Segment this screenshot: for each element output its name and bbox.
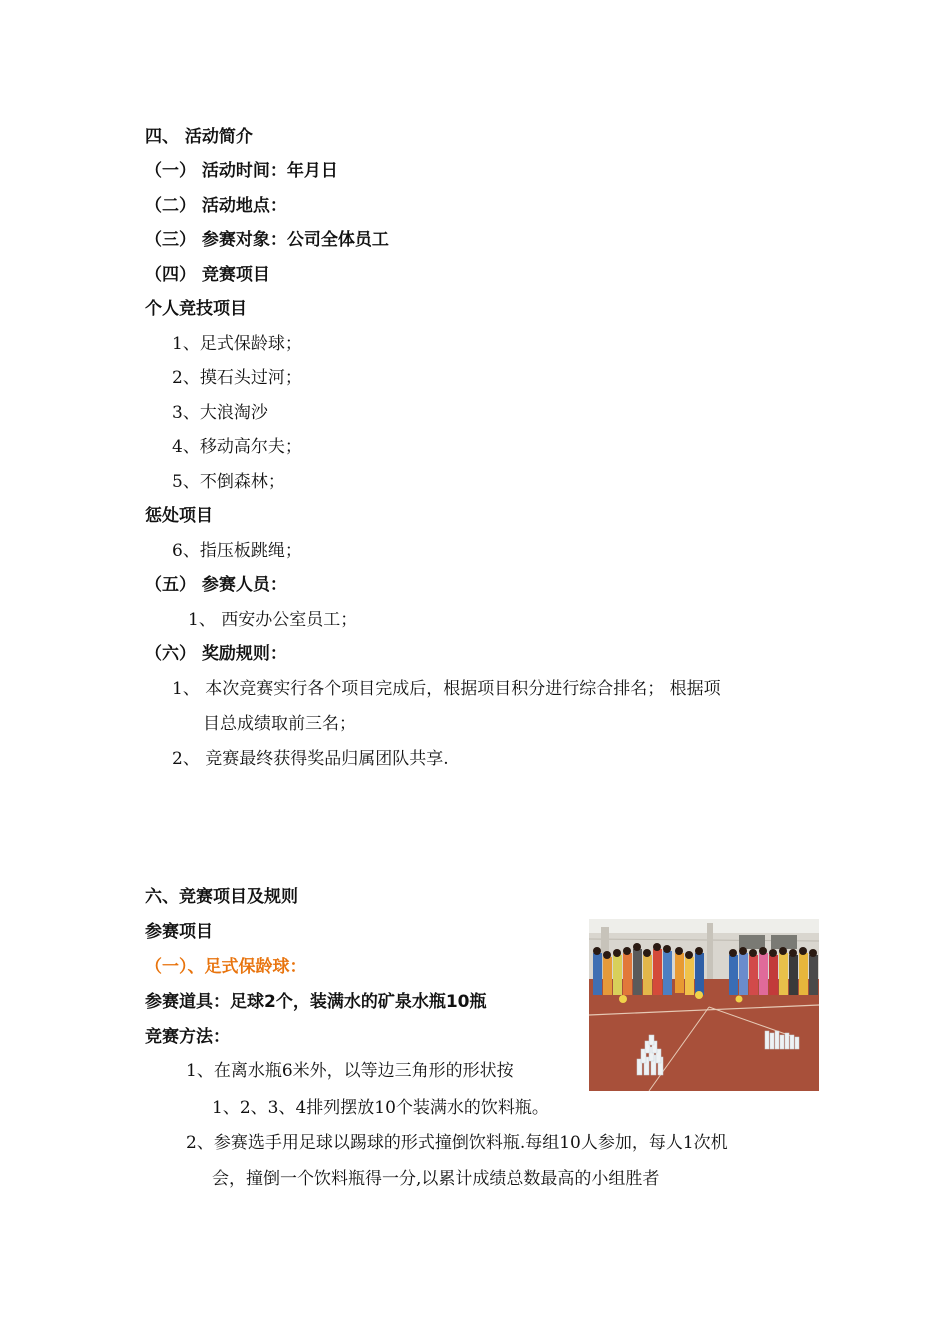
- events-heading: （四） 竞赛项目: [145, 265, 270, 285]
- method-2-cont: 会，撞倒一个饮料瓶得一分,以累计成绩总数最高的小组胜者: [212, 1169, 660, 1189]
- method-1-cont: 1、2、3、4排列摆放10个装满水的饮料瓶。: [212, 1098, 549, 1118]
- method-2: 2、参赛选手用足球以踢球的形式撞倒饮料瓶.每组10人参加，每人1次机: [186, 1133, 728, 1153]
- list-item: 4、移动高尔夫；: [172, 437, 302, 457]
- reward-rule-1: 1、 本次竞赛实行各个项目完成后，根据项目积分进行综合排名； 根据项: [172, 679, 721, 699]
- section-6-heading: 六、竞赛项目及规则: [145, 887, 298, 907]
- event-title: （一）、足式保龄球：: [145, 957, 307, 977]
- method-heading: 竞赛方法：: [145, 1027, 230, 1047]
- reward-rule-1-cont: 目总成绩取前三名；: [203, 714, 356, 734]
- bowling-game-photo: [589, 919, 819, 1091]
- section-4-heading: 四、 活动简介: [145, 127, 253, 147]
- individual-events-heading: 个人竞技项目: [145, 299, 247, 319]
- list-item: 6、指压板跳绳；: [172, 541, 302, 561]
- staff-heading: （五） 参赛人员：: [145, 575, 287, 595]
- participants: （三） 参赛对象：公司全体员工: [145, 230, 389, 250]
- list-item: 1、足式保龄球；: [172, 334, 302, 354]
- list-item: 1、 西安办公室员工；: [188, 610, 358, 630]
- list-item: 5、不倒森林；: [172, 472, 285, 492]
- reward-rule-2: 2、 竞赛最终获得奖品归属团队共享.: [172, 749, 449, 769]
- activity-time: （一） 活动时间：年月日: [145, 161, 338, 181]
- equipment-line: 参赛道具：足球2个，装满水的矿泉水瓶10瓶: [145, 992, 487, 1012]
- events-subheading: 参赛项目: [145, 922, 213, 942]
- activity-place: （二） 活动地点：: [145, 196, 287, 216]
- reward-heading: （六） 奖励规则：: [145, 644, 287, 664]
- list-item: 2、摸石头过河；: [172, 368, 302, 388]
- list-item: 3、大浪淘沙: [172, 403, 268, 423]
- penalty-heading: 惩处项目: [145, 506, 213, 526]
- method-1: 1、在离水瓶6米外，以等边三角形的形状按: [186, 1061, 514, 1081]
